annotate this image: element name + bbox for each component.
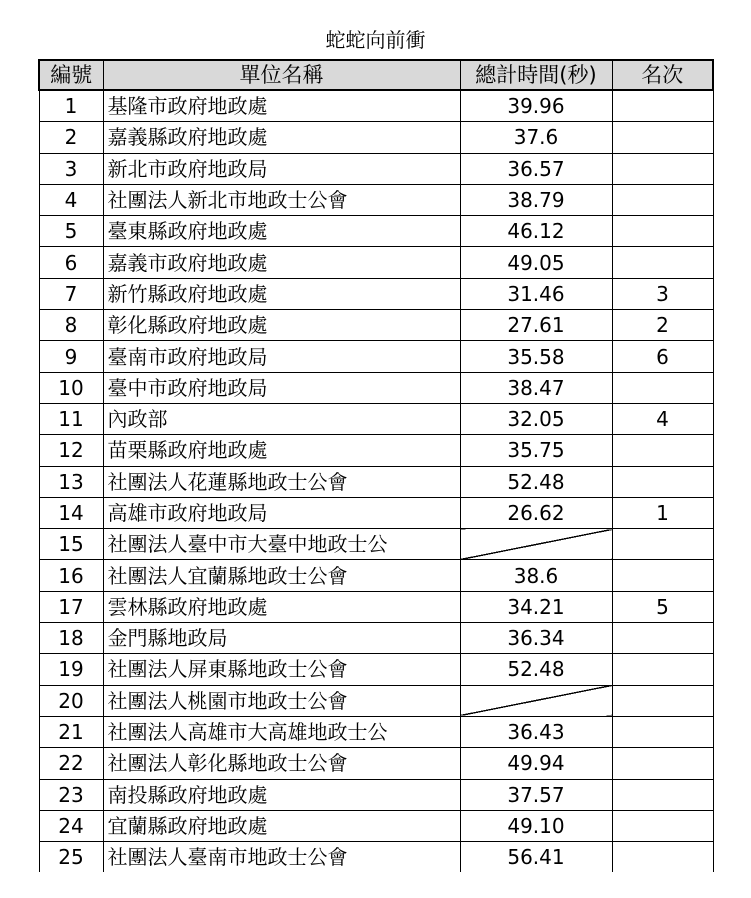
header-row (39, 60, 713, 90)
cell-total-time: 52.48 (460, 654, 612, 685)
cell-unit-name: 社團法人彰化縣地政士公會 (103, 748, 460, 779)
table-row (39, 435, 713, 466)
table-row (39, 560, 713, 591)
cell-rank: 3 (612, 278, 713, 309)
cell-rank (612, 216, 713, 247)
cell-rank: 5 (612, 591, 713, 622)
cell-rank: 2 (612, 310, 713, 341)
cell-number: 15 (39, 529, 103, 560)
cell-number: 11 (39, 403, 103, 434)
cell-number: 14 (39, 497, 103, 528)
cell-unit-name: 社團法人臺南市地政士公會 (103, 842, 460, 873)
cell-rank (612, 529, 713, 560)
cell-unit-name: 高雄市政府地政局 (103, 497, 460, 528)
cell-rank (612, 560, 713, 591)
cell-rank (612, 654, 713, 685)
cell-unit-name: 新竹縣政府地政處 (103, 278, 460, 309)
cell-rank (612, 810, 713, 841)
cell-unit-name: 內政部 (103, 403, 460, 434)
cell-number: 1 (39, 90, 103, 122)
cell-total-time: 49.94 (460, 748, 612, 779)
cell-unit-name: 苗栗縣政府地政處 (103, 435, 460, 466)
table-row (39, 341, 713, 372)
cell-total-time: 35.75 (460, 435, 612, 466)
cell-number: 23 (39, 779, 103, 810)
cell-number: 10 (39, 372, 103, 403)
cell-number: 9 (39, 341, 103, 372)
table-row (39, 372, 713, 403)
cell-total-time: 27.61 (460, 310, 612, 341)
cell-total-time: 32.05 (460, 403, 612, 434)
header-no: 編號 (39, 60, 103, 90)
page-title: 蛇蛇向前衝 (325, 28, 426, 52)
cell-total-time: 46.12 (460, 216, 612, 247)
cell-unit-name: 基隆市政府地政處 (103, 90, 460, 122)
table-row (39, 748, 713, 779)
table-row (39, 310, 713, 341)
cell-unit-name: 社團法人花蓮縣地政士公會 (103, 466, 460, 497)
header-unit: 單位名稱 (103, 60, 460, 90)
cell-rank (612, 842, 713, 873)
cell-number: 7 (39, 278, 103, 309)
cell-rank: 1 (612, 497, 713, 528)
cell-rank (612, 779, 713, 810)
cell-total-time: 38.47 (460, 372, 612, 403)
cell-total-time: 36.34 (460, 623, 612, 654)
cell-unit-name: 社團法人臺中市大臺中地政士公 (103, 529, 460, 560)
cell-rank (612, 372, 713, 403)
cell-total-time: 39.96 (460, 90, 612, 122)
cell-number: 2 (39, 122, 103, 153)
table-row (39, 122, 713, 153)
cell-rank (612, 466, 713, 497)
cell-number: 20 (39, 685, 103, 716)
cell-unit-name: 臺中市政府地政局 (103, 372, 460, 403)
cell-number: 25 (39, 842, 103, 873)
cell-rank (612, 247, 713, 278)
cell-unit-name: 社團法人高雄市大高雄地政士公 (103, 716, 460, 747)
cell-total-time: 49.05 (460, 247, 612, 278)
cell-unit-name: 社團法人新北市地政士公會 (103, 184, 460, 215)
cell-number: 21 (39, 716, 103, 747)
cell-rank: 4 (612, 403, 713, 434)
cell-number: 12 (39, 435, 103, 466)
cell-unit-name: 社團法人宜蘭縣地政士公會 (103, 560, 460, 591)
cell-number: 3 (39, 153, 103, 184)
cell-total-time: 52.48 (460, 466, 612, 497)
table-row (39, 278, 713, 309)
cell-total-time (460, 529, 612, 560)
cell-rank (612, 184, 713, 215)
table-row (39, 654, 713, 685)
cell-unit-name: 彰化縣政府地政處 (103, 310, 460, 341)
cell-total-time: 31.46 (460, 278, 612, 309)
table-row (39, 529, 713, 560)
cell-number: 17 (39, 591, 103, 622)
header-time: 總計時間(秒) (460, 60, 612, 90)
cell-number: 18 (39, 623, 103, 654)
cell-unit-name: 社團法人桃園市地政士公會 (103, 685, 460, 716)
cell-total-time: 36.57 (460, 153, 612, 184)
table-row (39, 591, 713, 622)
cell-rank (612, 153, 713, 184)
cell-unit-name: 臺南市政府地政局 (103, 341, 460, 372)
cell-rank (612, 623, 713, 654)
table-row (39, 685, 713, 716)
table-row (39, 466, 713, 497)
cell-unit-name: 新北市政府地政局 (103, 153, 460, 184)
cell-total-time: 49.10 (460, 810, 612, 841)
cell-number: 8 (39, 310, 103, 341)
cell-total-time: 38.79 (460, 184, 612, 215)
cell-unit-name: 嘉義縣政府地政處 (103, 122, 460, 153)
cell-rank (612, 716, 713, 747)
cell-number: 6 (39, 247, 103, 278)
table-row (39, 716, 713, 747)
header-rank: 名次 (612, 60, 713, 90)
cell-number: 5 (39, 216, 103, 247)
cell-total-time: 36.43 (460, 716, 612, 747)
table-row (39, 497, 713, 528)
cell-rank (612, 748, 713, 779)
results-table (38, 59, 714, 872)
cell-rank (612, 685, 713, 716)
cell-number: 24 (39, 810, 103, 841)
cell-unit-name: 金門縣地政局 (103, 623, 460, 654)
cell-unit-name: 宜蘭縣政府地政處 (103, 810, 460, 841)
cell-unit-name: 南投縣政府地政處 (103, 779, 460, 810)
cell-total-time: 37.6 (460, 122, 612, 153)
cell-total-time: 38.6 (460, 560, 612, 591)
cell-number: 4 (39, 184, 103, 215)
cell-number: 22 (39, 748, 103, 779)
cell-unit-name: 雲林縣政府地政處 (103, 591, 460, 622)
cell-total-time: 56.41 (460, 842, 612, 873)
cell-rank (612, 90, 713, 122)
table-row (39, 247, 713, 278)
table-row (39, 623, 713, 654)
cell-total-time (460, 685, 612, 716)
table-row (39, 90, 713, 122)
table-row (39, 779, 713, 810)
cell-rank: 6 (612, 341, 713, 372)
table-header (39, 60, 713, 90)
cell-total-time: 26.62 (460, 497, 612, 528)
table-row (39, 184, 713, 215)
cell-rank (612, 435, 713, 466)
table-row (39, 810, 713, 841)
cell-total-time: 34.21 (460, 591, 612, 622)
table-body (39, 90, 713, 872)
cell-number: 16 (39, 560, 103, 591)
cell-number: 13 (39, 466, 103, 497)
table-row (39, 403, 713, 434)
cell-unit-name: 嘉義市政府地政處 (103, 247, 460, 278)
table-row (39, 216, 713, 247)
cell-unit-name: 臺東縣政府地政處 (103, 216, 460, 247)
table-row (39, 153, 713, 184)
cell-total-time: 37.57 (460, 779, 612, 810)
cell-total-time: 35.58 (460, 341, 612, 372)
cell-number: 19 (39, 654, 103, 685)
cell-unit-name: 社團法人屏東縣地政士公會 (103, 654, 460, 685)
table-row (39, 842, 713, 873)
cell-rank (612, 122, 713, 153)
